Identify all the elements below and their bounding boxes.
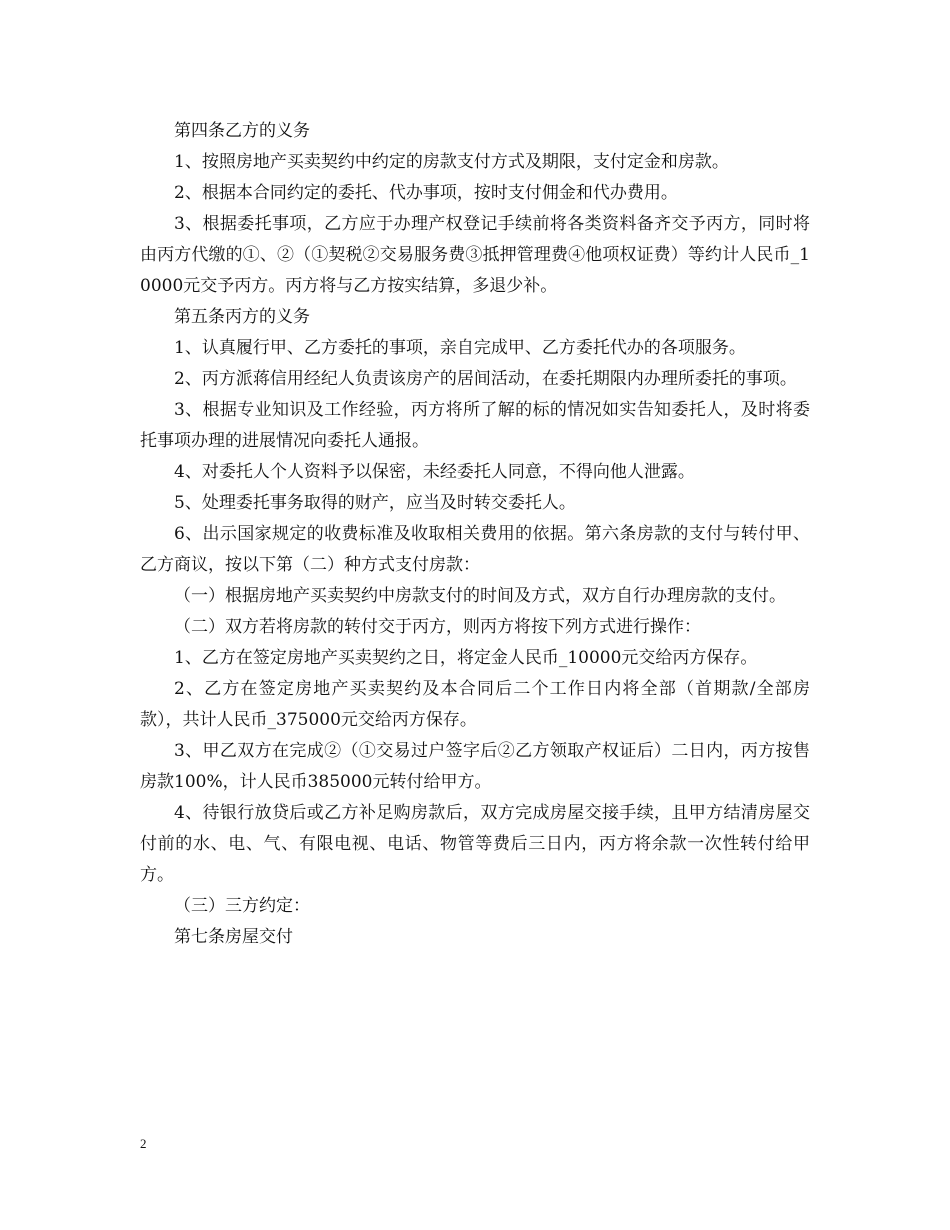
page-number: 2: [140, 1136, 147, 1151]
paragraph: 3、根据委托事项，乙方应于办理产权登记手续前将各类资料备齐交予丙方，同时将由丙方代缴的①、②（①契税②交易服务费③抵押管理费④他项权证费）等约计人民币_10000元交予丙方。丙方将与乙方按实结算，多退少补。: [140, 214, 810, 296]
paragraph: 1、按照房地产买卖契约中约定的房款支付方式及期限，支付定金和房款。: [174, 152, 729, 172]
paragraph: 2、乙方在签定房地产买卖契约及本合同后二个工作日内将全部（首期款/全部房款），共计人民币_375000元交给丙方保存。: [140, 679, 810, 730]
article-4-heading: 第四条乙方的义务: [174, 121, 310, 141]
paragraph: （二）双方若将房款的转付交于丙方，则丙方将按下列方式进行操作：: [174, 617, 701, 637]
paragraph: 3、甲乙双方在完成②（①交易过户签字后②乙方领取产权证后）二日内，丙方按售房款100%，计人民币385000元转付给甲方。: [140, 741, 810, 792]
document-body: [140, 116, 810, 953]
paragraph: 5、处理委托事务取得的财产，应当及时转交委托人。: [174, 493, 576, 513]
paragraph: （一）根据房地产买卖契约中房款支付的时间及方式，双方自行办理房款的支付。: [174, 586, 786, 606]
paragraph: 2、根据本合同约定的委托、代办事项，按时支付佣金和代办费用。: [174, 183, 678, 203]
paragraph: 2、丙方派蒋信用经纪人负责该房产的居间活动，在委托期限内办理所委托的事项。: [174, 369, 797, 389]
paragraph: 1、乙方在签定房地产买卖契约之日，将定金人民币_10000元交给丙方保存。: [174, 648, 758, 668]
paragraph: 6、出示国家规定的收费标准及收取相关费用的依据。第六条房款的支付与转付甲、乙方商议，按以下第（二）种方式支付房款：: [140, 524, 810, 575]
paragraph: 3、根据专业知识及工作经验，丙方将所了解的标的情况如实告知委托人，及时将委托事项办理的进展情况向委托人通报。: [140, 400, 810, 451]
paragraph: （三）三方约定：: [174, 896, 310, 916]
article-7-heading: 第七条房屋交付: [174, 927, 293, 947]
paragraph: 4、待银行放贷后或乙方补足购房款后，双方完成房屋交接手续，且甲方结清房屋交付前的水、电、气、有限电视、电话、物管等费后三日内，丙方将余款一次性转付给甲方。: [140, 803, 810, 885]
paragraph: 4、对委托人个人资料予以保密，未经委托人同意，不得向他人泄露。: [174, 462, 695, 482]
article-5-heading: 第五条丙方的义务: [174, 307, 310, 327]
paragraph: 1、认真履行甲、乙方委托的事项，亲自完成甲、乙方委托代办的各项服务。: [174, 338, 746, 358]
